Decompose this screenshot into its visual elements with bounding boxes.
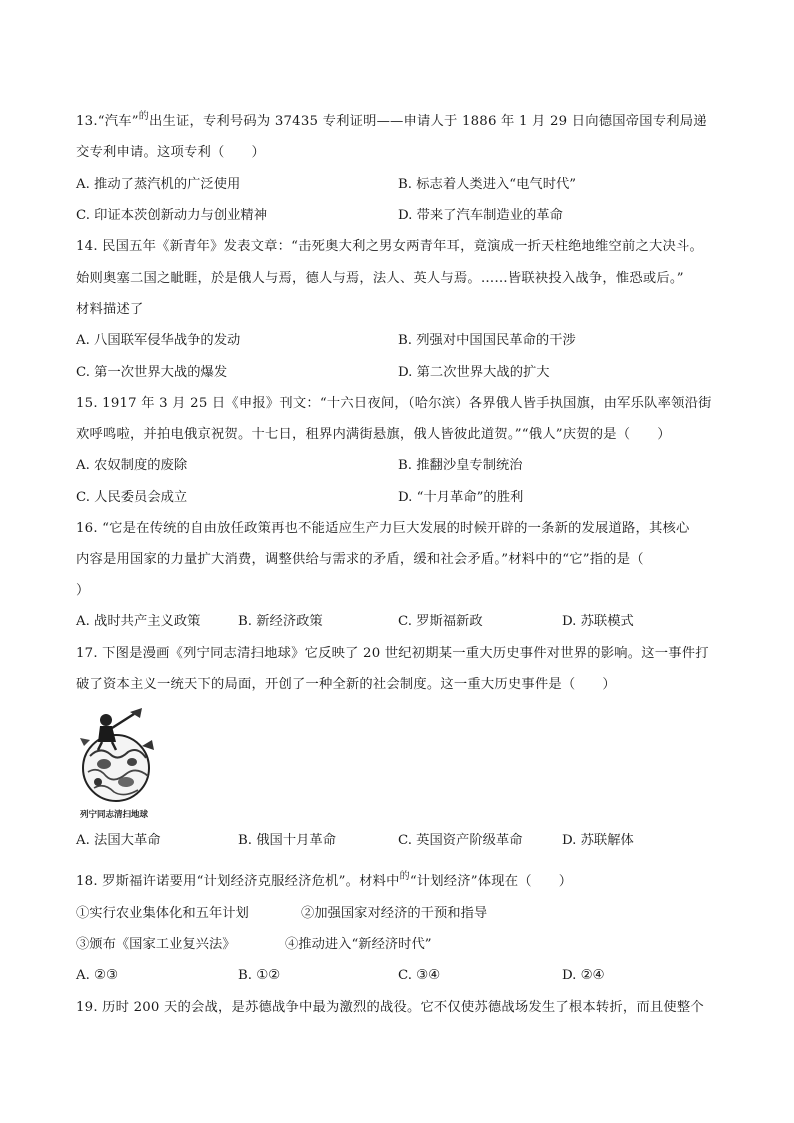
- q18-option-a[interactable]: A. ②③: [76, 968, 118, 983]
- lenin-cartoon-image: [76, 706, 162, 822]
- question-16-line-1: 16. “它是在传统的自由放任政策再也不能适应生产力巨大发展的时候开辟的一条新的发展道路，其核心: [76, 521, 690, 536]
- q15-option-b[interactable]: B. 推翻沙皇专制统治: [398, 458, 523, 473]
- question-18-line-1: [76, 873, 726, 892]
- q14-option-d[interactable]: D. 第二次世界大战的扩大: [398, 365, 550, 380]
- q13-text-end: 出生证，专利号码为 37435 专利证明——申请人于 1886 年 1 月 29 日向德国帝国专利局递: [148, 114, 707, 129]
- q18-text-start: 18. 罗斯福许诺要用“计划经济克服经济危机”。材料中: [76, 874, 400, 889]
- q15-option-a[interactable]: A. 农奴制度的废除: [76, 458, 188, 473]
- q14-option-b[interactable]: B. 列强对中国国民革命的干涉: [398, 333, 576, 348]
- q18-option-d[interactable]: D. ②④: [562, 968, 605, 983]
- q18-statement-3: ③颁布《国家工业复兴法》: [76, 937, 236, 952]
- question-14-line-1: 14. 民国五年《新青年》发表文章：“击死奥大利之男女两青年耳，竟演成一折天柱绝地维空前之大决斗。: [76, 239, 704, 254]
- q15-option-d[interactable]: D. “十月革命”的胜利: [398, 490, 524, 505]
- q18-option-b[interactable]: B. ①②: [238, 968, 281, 983]
- q13-text-start: 13.“汽车”: [76, 114, 139, 129]
- q16-option-d[interactable]: D. 苏联模式: [562, 614, 634, 629]
- q16-option-b[interactable]: B. 新经济政策: [238, 614, 323, 629]
- question-14-line-2: 始则奥塞二国之眦睚，於是俄人与焉，德人与焉，法人、英人与焉。……皆联袂投入战争，惟恐或后。”: [76, 271, 684, 286]
- q15-option-c[interactable]: C. 人民委员会成立: [76, 490, 188, 505]
- q18-text-end: “计划经济”体现在（ ）: [409, 874, 573, 889]
- q18-superscript: 的: [399, 871, 410, 882]
- q14-option-c[interactable]: C. 第一次世界大战的爆发: [76, 365, 228, 380]
- question-15-line-1: 15. 1917 年 3 月 25 日《申报》刊文：“十六日夜间，（哈尔滨）各界俄人皆手执国旗，由军乐队率领沿街: [76, 396, 712, 411]
- q17-option-c[interactable]: C. 英国资产阶级革命: [398, 833, 523, 848]
- question-19-line-1: 19. 历时 200 天的会战，是苏德战争中最为激烈的战役。它不仅使苏德战场发生了根本转折，而且使整个: [76, 1000, 704, 1015]
- q17-option-a[interactable]: A. 法国大革命: [76, 833, 161, 848]
- question-14-line-3: 材料描述了: [76, 302, 144, 317]
- question-15-line-2: 欢呼鸣啦，并拍电俄京祝贺。十七日，租界内满街悬旗，俄人皆彼此道贺。”“俄人”庆贺的是（ ）: [76, 427, 671, 442]
- q16-option-c[interactable]: C. 罗斯福新政: [398, 614, 483, 629]
- q13-option-c[interactable]: C. 印证本茨创新动力与创业精神: [76, 208, 268, 223]
- question-16-line-3: ）: [76, 583, 90, 598]
- q18-statement-2: ②加强国家对经济的干预和指导: [301, 906, 488, 921]
- q18-option-c[interactable]: C. ③④: [398, 968, 440, 983]
- q18-statement-4: ④推动进入“新经济时代”: [285, 937, 432, 952]
- question-16-line-2: 内容是用国家的力量扩大消费，调整供给与需求的矛盾，缓和社会矛盾。”材料中的“它”指的是（: [76, 552, 644, 567]
- q13-option-d[interactable]: D. 带来了汽车制造业的革命: [398, 208, 563, 223]
- question-13-line-2: 交专利申请。这项专利（ ）: [76, 145, 265, 160]
- cartoon-caption: 列宁同志清扫地球: [80, 810, 149, 820]
- question-13-line-1: [76, 113, 726, 132]
- q13-option-a[interactable]: A. 推动了蒸汽机的广泛使用: [76, 177, 241, 192]
- q16-option-a[interactable]: A. 战时共产主义政策: [76, 614, 201, 629]
- question-17-line-2: 破了资本主义一统天下的局面，开创了一种全新的社会制度。这一重大历史事件是（ ）: [76, 677, 616, 692]
- question-17-line-1: 17. 下图是漫画《列宁同志清扫地球》它反映了 20 世纪初期某一重大历史事件对世界的影响。这一事件打: [76, 646, 709, 661]
- q17-option-d[interactable]: D. 苏联解体: [562, 833, 634, 848]
- q13-superscript: 的: [138, 111, 149, 122]
- q13-option-b[interactable]: B. 标志着人类进入“电气时代”: [398, 177, 577, 192]
- q18-statement-1: ①实行农业集体化和五年计划: [76, 906, 249, 921]
- q14-option-a[interactable]: A. 八国联军侵华战争的发动: [76, 333, 241, 348]
- q17-option-b[interactable]: B. 俄国十月革命: [238, 833, 337, 848]
